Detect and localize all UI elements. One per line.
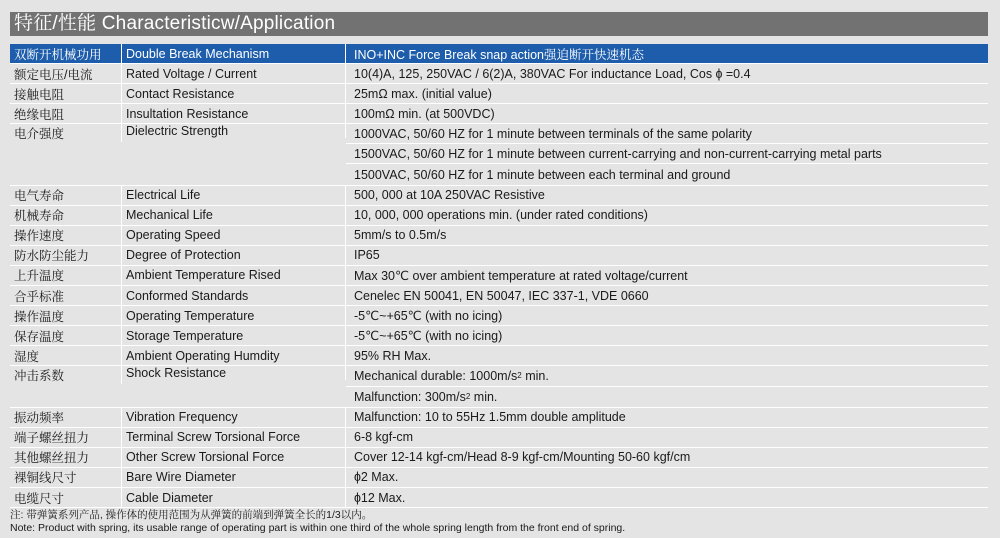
row-value: 5mm/s to 0.5m/s [354,228,447,243]
row-value: 1500VAC, 50/60 HZ for 1 minute between each terminal and ground [354,167,731,182]
table-row [10,226,988,246]
row-cn: 上升温度 [10,266,122,285]
dielectric-values [346,124,988,184]
row-value: 95% RH Max. [354,348,432,363]
row-cn: 合乎标准 [10,286,122,305]
row-cn: 操作温度 [10,306,122,325]
row-cn: 电缆尺寸 [10,488,122,507]
row-value: 10(4)A, 125, 250VAC / 6(2)A, 380VAC For inductance Load, Cos ɸ =0.4 [354,66,751,81]
row-en: Ambient Operating Humdity [122,346,346,365]
header-value: INO+INC Force Break snap action强迫断开快速机态 [354,47,645,62]
row-value: Cenelec EN 50041, EN 50047, IEC 337-1, VDE 0660 [354,288,649,303]
table-row [10,326,988,346]
value-suffix: min. [521,368,549,383]
row-cn: 绝缘电阻 [10,104,122,123]
header-cn: 双断开机械功用 [10,44,122,63]
row-cn: 裸铜线尺寸 [10,468,122,487]
value-text: Malfunction: 300m/s [354,389,466,404]
table-row [10,206,988,226]
row-value: 100mΩ min. (at 500VDC) [354,106,495,121]
row-value: ɸ2 Max. [354,470,399,485]
table-row [10,186,988,206]
row-cn: 保存温度 [10,326,122,345]
row-value: 1500VAC, 50/60 HZ for 1 minute between current-carrying and non-current-carrying metal parts [346,144,988,164]
row-en: Operating Speed [122,226,346,245]
row-en: Vibration Frequency [122,408,346,427]
row-value: 500, 000 at 10A 250VAC Resistive [354,188,545,203]
row-en: Electrical Life [122,186,346,205]
row-en: Bare Wire Diameter [122,468,346,487]
row-cn: 电气寿命 [10,186,122,205]
row-en: Terminal Screw Torsional Force [122,428,346,447]
row-value: 25mΩ max. (initial value) [354,86,492,101]
row-en: Contact Resistance [122,84,346,103]
row-en: Rated Voltage / Current [122,64,346,83]
table-row [10,448,988,468]
table-row [10,84,988,104]
row-value: ɸ12 Max. [354,490,406,505]
row-en: Conformed Standards [122,286,346,305]
row-en: Degree of Protection [122,246,346,265]
spec-table [10,44,988,508]
shock-group [10,366,988,407]
row-cn: 端子螺丝扭力 [10,428,122,447]
table-row [10,346,988,366]
row-en: Operating Temperature [122,306,346,325]
row-cn: 电介强度 [10,124,122,142]
table-row [10,408,988,428]
row-cn: 机械寿命 [10,206,122,225]
footnote [10,509,990,535]
row-en: Storage Temperature [122,326,346,345]
section-title: 特征/性能 Characteristicw/Application [10,12,988,36]
row-value: Mechanical durable: 1000m/s 2 min. [346,366,988,386]
row-value: Malfunction: 300m/s 2 min. [354,389,498,404]
row-cn: 防水防尘能力 [10,246,122,265]
row-value: IP65 [354,248,380,263]
row-value: Malfunction: 10 to 55Hz 1.5mm double amplitude [354,410,626,425]
row-en: Shock Resistance [122,366,346,380]
dielectric-group [10,124,988,185]
footnote-en: Note: Product with spring, its usable range of operating part is within one third of the whole spring length from the front end of spring. [10,522,626,534]
row-en: Insultation Resistance [122,104,346,123]
table-row [10,488,988,508]
row-cn: 其他螺丝扭力 [10,448,122,467]
table-row [10,266,988,286]
row-cn: 湿度 [10,346,122,365]
row-value: Cover 12-14 kgf-cm/Head 8-9 kgf-cm/Mounting 50-60 kgf/cm [354,450,691,465]
row-cn: 额定电压/电流 [10,64,122,83]
table-row [10,306,988,326]
value-text: Mechanical durable: 1000m/s [354,368,518,383]
row-en: Dielectric Strength [122,124,346,138]
row-value: 6-8 kgf-cm [354,430,414,445]
value-suffix: min. [470,389,498,404]
header-en: Double Break Mechanism [122,44,346,63]
row-value: 10, 000, 000 operations min. (under rated conditions) [354,208,648,223]
table-row [10,428,988,448]
table-row [10,286,988,306]
shock-values [346,366,988,406]
row-en: Cable Diameter [122,488,346,507]
row-value: Max 30℃ over ambient temperature at rated voltage/current [354,268,688,283]
table-row [10,104,988,124]
table-row [10,468,988,488]
footnote-cn: 注: 带弹簧系列产品, 操作体的使用范围为从弹簧的前端到弹簧全长的1/3以内。 [10,509,373,521]
row-cn: 冲击系数 [10,366,122,384]
row-value: 1000VAC, 50/60 HZ for 1 minute between terminals of the same polarity [346,124,988,144]
table-row [10,64,988,84]
row-en: Mechanical Life [122,206,346,225]
row-cn: 接触电阻 [10,84,122,103]
table-row [10,246,988,266]
row-en: Other Screw Torsional Force [122,448,346,467]
row-en: Ambient Temperature Rised [122,266,346,285]
table-header-row [10,44,988,64]
row-cn: 操作速度 [10,226,122,245]
row-value: -5℃~+65℃ (with no icing) [354,329,503,344]
row-cn: 振动频率 [10,408,122,427]
row-value: -5℃~+65℃ (with no icing) [354,309,503,324]
